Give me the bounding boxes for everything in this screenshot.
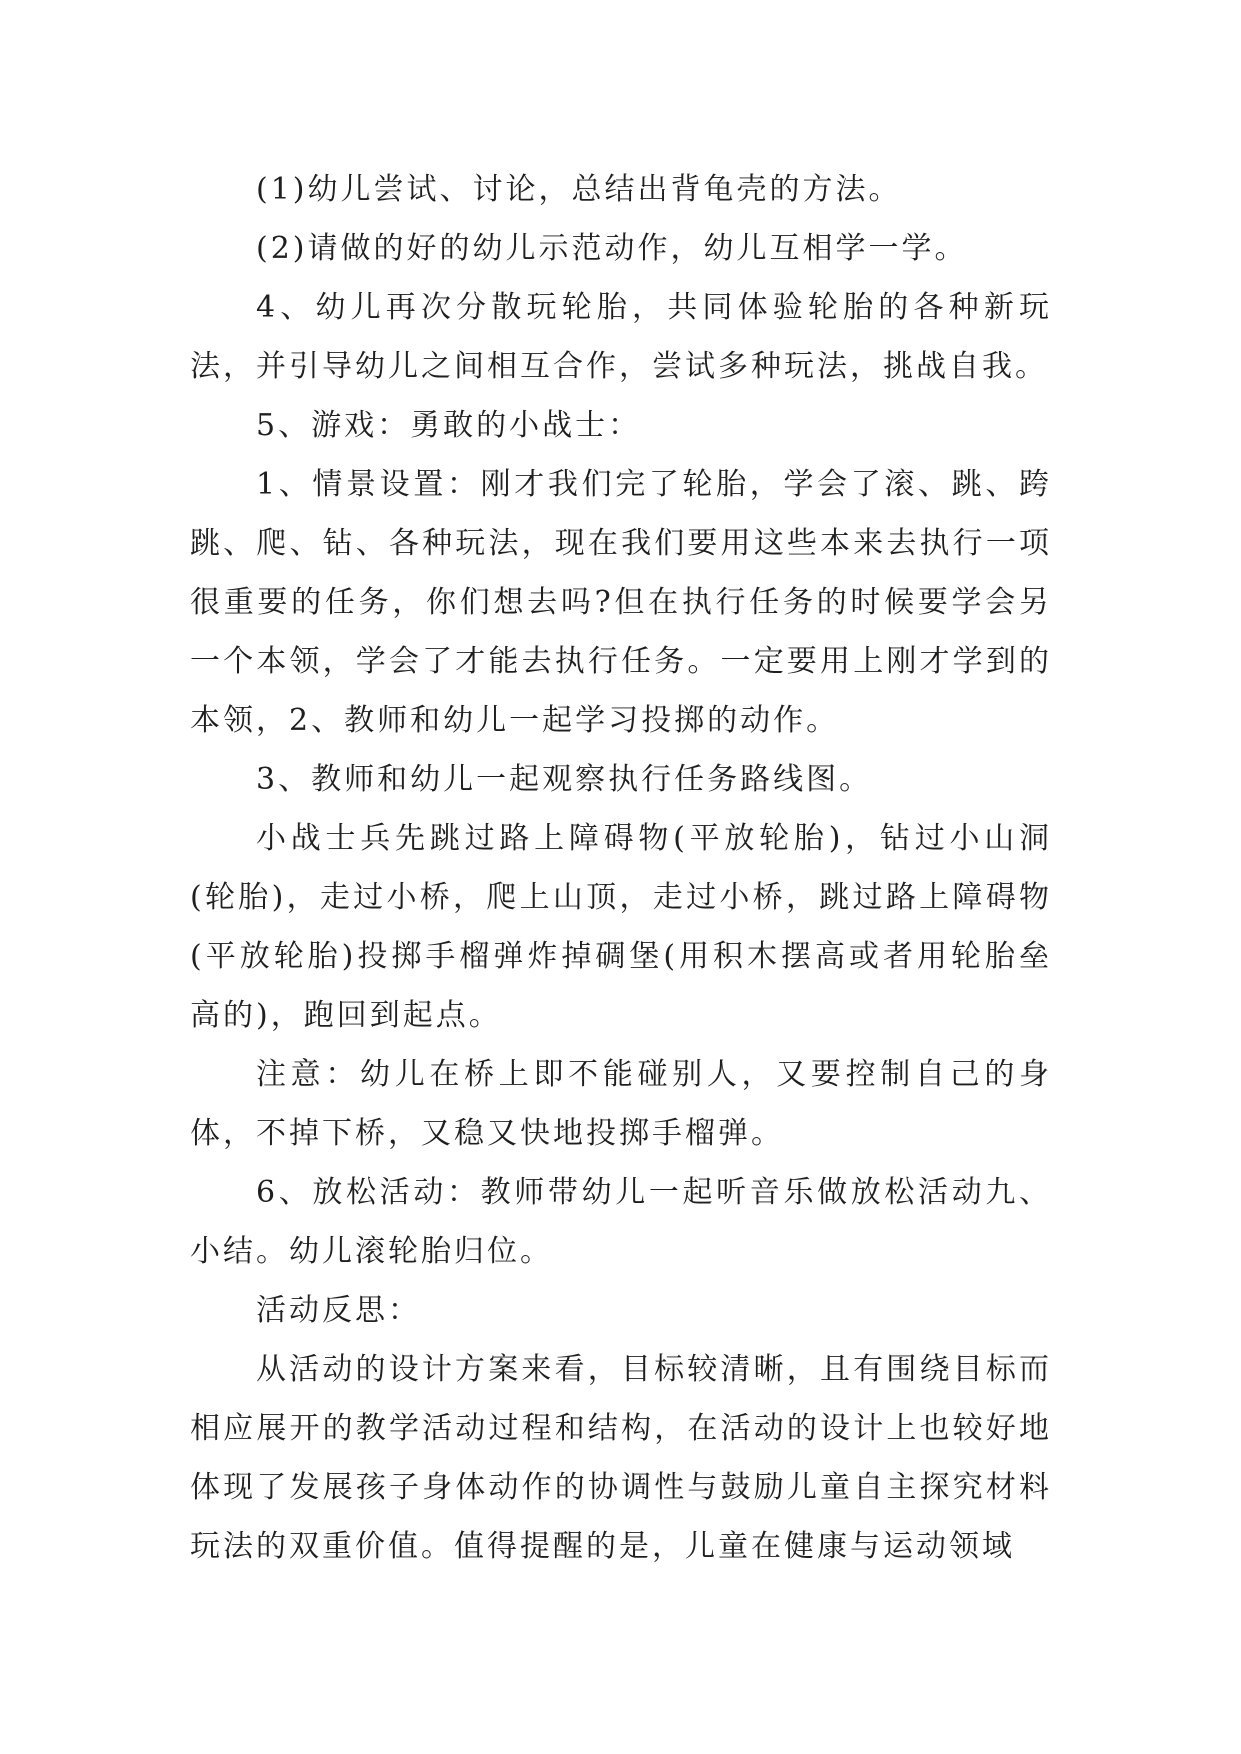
paragraph-relax-activity: 6、放松活动：教师带幼儿一起听音乐做放松活动九、小结。幼儿滚轮胎归位。 xyxy=(190,1175,1052,1269)
document-body xyxy=(190,160,1052,1576)
paragraph-reflection-heading: 活动反思： xyxy=(256,1293,421,1328)
paragraph-step-1: (1)幼儿尝试、讨论，总结出背龟壳的方法。 xyxy=(256,172,902,207)
paragraph-step-2: (2)请做的好的幼儿示范动作，幼儿互相学一学。 xyxy=(256,231,968,266)
paragraph-scenario-setup: 1、情景设置：刚才我们完了轮胎，学会了滚、跳、跨跳、爬、钻、各种玩法，现在我们要用这些本来去执行一项很重要的任务，你们想去吗?但在执行任务的时候要学会另一个本领，学会了才能去执行任务。一定要用上刚才学到的本领，2、教师和幼儿一起学习投掷的动作。 xyxy=(190,467,1052,738)
paragraph-game-title: 5、游戏：勇敢的小战士： xyxy=(256,408,642,443)
paragraph-reflection-body: 从活动的设计方案来看，目标较清晰，且有围绕目标而相应展开的教学活动过程和结构，在活动的设计上也较好地体现了发展孩子身体动作的协调性与鼓励儿童自主探究材料玩法的双重价值。值得提醒的是，儿童在健康与运动领域 xyxy=(190,1352,1052,1564)
paragraph-attention: 注意：幼儿在桥上即不能碰别人，又要控制自己的身体，不掉下桥，又稳又快地投掷手榴弹。 xyxy=(190,1057,1052,1151)
paragraph-soldier-route: 小战士兵先跳过路上障碍物(平放轮胎)，钻过小山洞(轮胎)，走过小桥，爬上山顶，走过小桥，跳过路上障碍物(平放轮胎)投掷手榴弹炸掉碉堡(用积木摆高或者用轮胎垒高的)，跑回到起点。 xyxy=(190,821,1052,1033)
paragraph-tire-play: 4、幼儿再次分散玩轮胎，共同体验轮胎的各种新玩法，并引导幼儿之间相互合作，尝试多种玩法，挑战自我。 xyxy=(190,290,1052,384)
paragraph-route-map: 3、教师和幼儿一起观察执行任务路线图。 xyxy=(256,762,873,797)
